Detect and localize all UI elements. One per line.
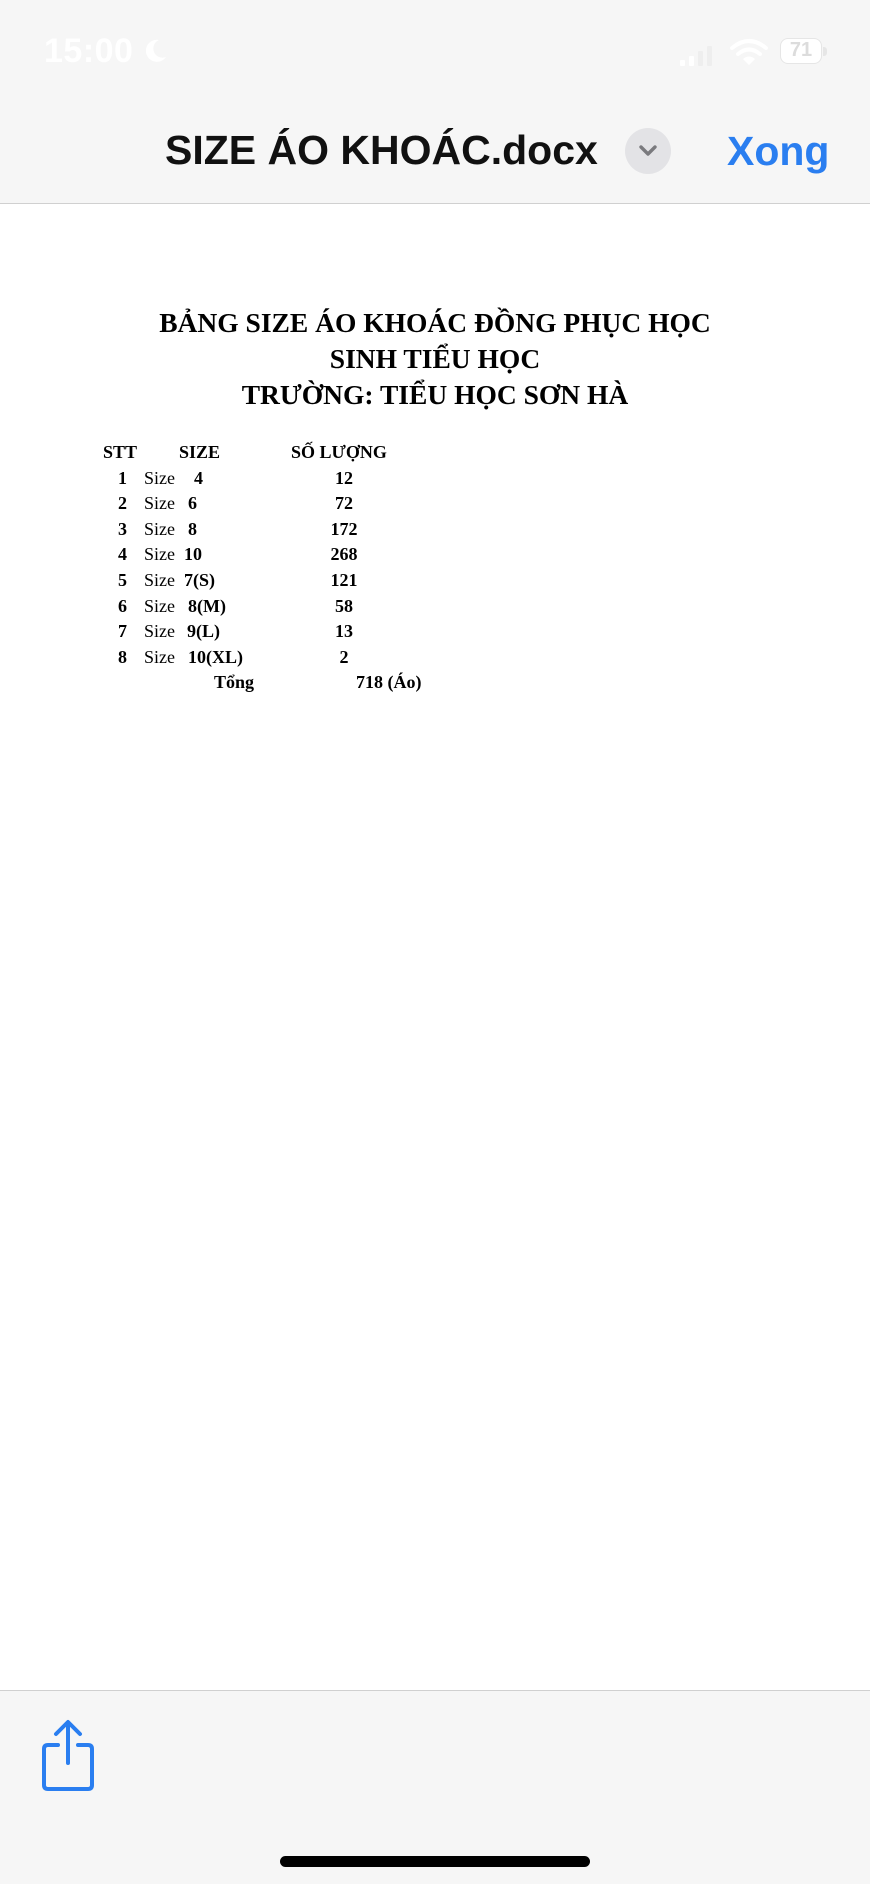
cell-size-word: Size — [144, 621, 175, 642]
total-value: 718 (Áo) — [356, 672, 422, 693]
status-time: 15:00 — [44, 32, 134, 70]
cell-size-value: 4 — [194, 467, 203, 488]
nav-bar — [0, 105, 870, 204]
cell-size-word: Size — [144, 493, 175, 514]
cell-size-value: 10(XL) — [188, 646, 243, 667]
moon-icon — [142, 38, 168, 64]
done-button[interactable]: Xong — [727, 128, 830, 174]
title-menu-button[interactable] — [625, 128, 671, 174]
cell-quantity: 121 — [330, 569, 358, 590]
cell-stt: 4 — [118, 544, 127, 565]
cell-size-value: 9(L) — [187, 621, 220, 642]
cell-size-word: Size — [144, 544, 175, 565]
cellular-signal-icon — [680, 46, 714, 66]
cell-quantity: 72 — [335, 493, 353, 514]
cell-size-value: 8 — [188, 518, 197, 539]
cell-stt: 3 — [118, 518, 127, 539]
heading-line: SINH TIỂU HỌC — [329, 343, 541, 374]
cell-size-value: 8(M) — [188, 595, 226, 616]
cell-stt: 8 — [118, 646, 127, 667]
cell-stt: 1 — [118, 467, 127, 488]
cell-quantity: 13 — [335, 621, 353, 642]
cell-stt: 2 — [118, 493, 127, 514]
heading-line: BẢNG SIZE ÁO KHOÁC ĐỒNG PHỤC HỌC — [159, 307, 711, 338]
cell-stt: 5 — [118, 569, 127, 590]
cell-quantity: 58 — [335, 595, 353, 616]
cell-size-value: 6 — [188, 493, 197, 514]
battery-tip — [823, 47, 827, 56]
bottom-toolbar — [0, 1690, 870, 1884]
header-quantity: SỐ LƯỢNG — [291, 442, 387, 462]
document-page — [0, 204, 870, 1690]
cell-stt: 7 — [118, 621, 127, 642]
cell-size-word: Size — [144, 467, 175, 488]
cell-size-word: Size — [144, 569, 175, 590]
battery-icon — [780, 38, 828, 66]
header-stt: STT — [103, 442, 138, 462]
cell-quantity: 268 — [330, 544, 358, 565]
status-bar — [0, 0, 870, 105]
document-heading — [0, 305, 870, 413]
cell-quantity: 172 — [330, 518, 358, 539]
cell-size-word: Size — [144, 595, 175, 616]
heading-line: TRƯỜNG: TIỂU HỌC SƠN HÀ — [241, 379, 629, 410]
battery-percent: 71 — [789, 39, 813, 61]
chevron-down-icon — [638, 143, 658, 159]
cell-size-word: Size — [144, 646, 175, 667]
document-title[interactable]: SIZE ÁO KHOÁC.docx — [165, 127, 598, 173]
header-size: SIZE — [179, 442, 221, 462]
total-label: Tổng — [214, 672, 255, 693]
share-icon — [36, 1717, 100, 1795]
cell-quantity: 12 — [335, 467, 353, 488]
cell-stt: 6 — [118, 595, 127, 616]
cell-size-word: Size — [144, 518, 175, 539]
cell-size-value: 10 — [184, 544, 202, 565]
wifi-icon — [730, 38, 768, 66]
home-indicator[interactable] — [280, 1856, 590, 1867]
share-button[interactable] — [36, 1717, 100, 1795]
cell-size-value: 7(S) — [184, 569, 215, 590]
cell-quantity: 2 — [339, 646, 349, 667]
